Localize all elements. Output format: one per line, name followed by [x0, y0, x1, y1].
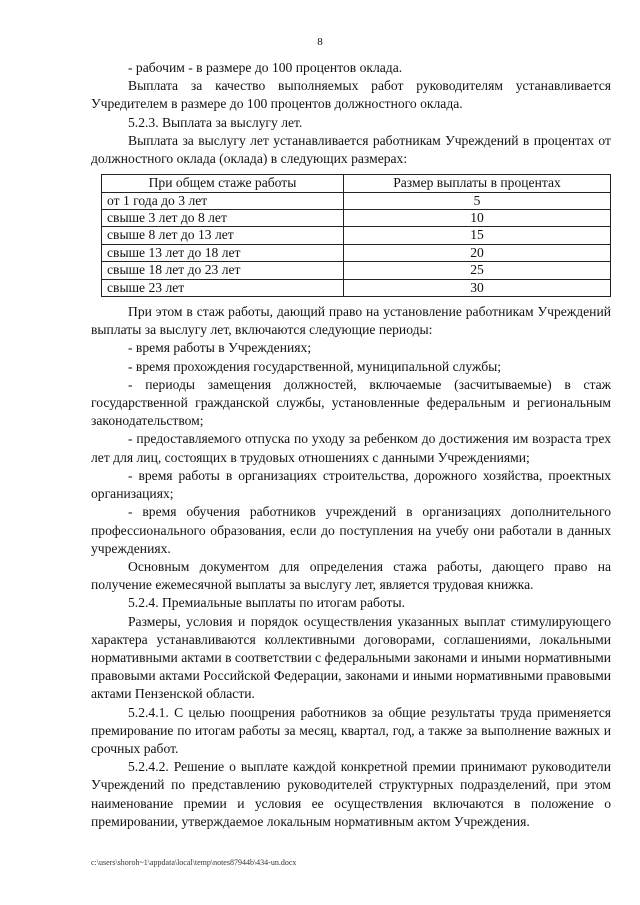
cell-percent: 10	[344, 210, 611, 227]
paragraph: Выплата за качество выполняемых работ руководителям устанавливается Учредителем в размере до 100 процентов должностного оклада.	[91, 78, 611, 112]
cell-period: от 1 года до 3 лет	[102, 192, 344, 209]
list-item: - время обучения работников учреждений в организациях дополнительного профессионального образования, если до поступления на учебу они работали в данных учреждениях.	[91, 504, 611, 556]
paragraph: Выплата за выслугу лет устанавливается работникам Учреждений в процентах от должностного оклада (оклада) в следующих размерах:	[91, 132, 611, 167]
cell-period: свыше 23 лет	[102, 279, 344, 296]
cell-percent: 25	[344, 262, 611, 279]
paragraph: При этом в стаж работы, дающий право на установление работникам Учреждений выплаты за выслугу лет, включаются следующие периоды:	[91, 304, 611, 338]
document-body	[91, 59, 611, 831]
cell-period: свыше 18 лет до 23 лет	[102, 262, 344, 279]
seniority-allowance-table	[101, 174, 611, 297]
paragraph: - рабочим - в размере до 100 процентов оклада.	[128, 60, 403, 75]
cell-percent: 30	[344, 279, 611, 296]
table-row	[102, 244, 611, 261]
cell-period: свыше 3 лет до 8 лет	[102, 210, 344, 227]
list-item: - время работы в Учреждениях;	[128, 340, 312, 356]
list-item: - периоды замещения должностей, включаемые (засчитываемые) в стаж государственной гражданской службы, установленные федеральным и региональным законодательством;	[91, 376, 611, 429]
table-row	[102, 262, 611, 279]
section-heading: 5.2.4. Премиальные выплаты по итогам работы.	[128, 595, 405, 611]
paragraph: Основным документом для определения стажа работы, дающего право на получение ежемесячной выплаты за выслугу лет, является трудовая книжка.	[91, 558, 611, 593]
table-row	[102, 210, 611, 227]
section-heading: 5.2.3. Выплата за выслугу лет.	[128, 114, 303, 130]
table-row	[102, 192, 611, 209]
cell-period: свыше 8 лет до 13 лет	[102, 227, 344, 244]
paragraph: 5.2.4.1. С целью поощрения работников за общие результаты труда применяется премирование по итогам работы за месяц, квартал, год, а также за выполнение важных и срочных работ.	[91, 704, 611, 756]
table-header-row	[102, 175, 611, 192]
paragraph: Размеры, условия и порядок осуществления указанных выплат стимулирующего характера устанавливаются коллективными договорами, соглашениями, локальными нормативными актами в соответствии с федеральными законами и иными нормативными правовыми актами Российской Федерации, законами и иными нормативными правовыми актами Пензенской области.	[91, 613, 611, 702]
paragraph: 5.2.4.2. Решение о выплате каждой конкретной премии принимают руководители Учреждений по представлению руководителей структурных подразделений, при этом наименование премии и условия ее осуществления включаются в положение о премировании, утверждаемое локальным нормативным актом Учреждения.	[91, 759, 611, 829]
paragraphs-top	[91, 59, 611, 168]
paragraphs-bottom	[91, 303, 611, 831]
table-row	[102, 227, 611, 244]
list-item: - время работы в организациях строительства, дорожного хозяйства, проектных организациях;	[91, 467, 611, 502]
footer-file-path: c:\users\shoroh~1\appdata\local\temp\notes87944b\434-un.docx	[91, 858, 297, 867]
cell-period: свыше 13 лет до 18 лет	[102, 244, 344, 261]
list-item: - время прохождения государственной, муниципальной службы;	[128, 358, 502, 374]
list-item: - предоставляемого отпуска по уходу за ребенком до достижения им возраста трех лет для лиц, состоящих в трудовых отношениях с данными Учреждениями;	[91, 431, 611, 465]
cell-percent: 20	[344, 244, 611, 261]
page-number: 8	[317, 36, 323, 48]
table-row	[102, 279, 611, 296]
cell-percent: 5	[344, 192, 611, 209]
column-header-experience: При общем стаже работы	[102, 175, 344, 192]
column-header-percent: Размер выплаты в процентах	[344, 175, 611, 192]
cell-percent: 15	[344, 227, 611, 244]
